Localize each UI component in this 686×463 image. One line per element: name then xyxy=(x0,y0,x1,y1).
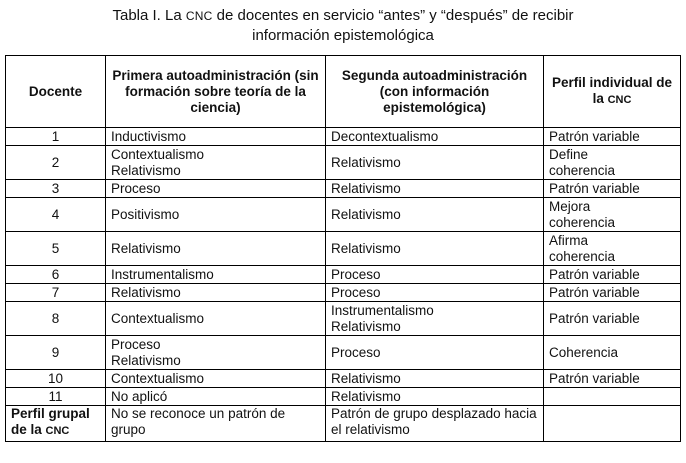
table-caption xyxy=(0,6,686,50)
cell-line: coherencia xyxy=(549,248,616,264)
cell-docente: 9 xyxy=(6,336,106,370)
footer-primera: No se reconoce un patrón de grupo xyxy=(106,406,326,442)
table-footer-row xyxy=(6,406,681,442)
cell-line: Relativismo xyxy=(331,206,401,222)
cell-docente: 8 xyxy=(6,302,106,336)
cell-line: Patrón variable xyxy=(549,370,640,386)
cell-line: Relativismo xyxy=(331,240,401,256)
cell-primera xyxy=(106,370,326,388)
caption-text-pre: Tabla I. La xyxy=(112,7,186,24)
cell-line: No aplicó xyxy=(111,388,168,404)
cell-perfil xyxy=(544,336,681,370)
cell-docente: 1 xyxy=(6,128,106,146)
footer-label-acronym: CNC xyxy=(45,425,70,437)
cell-line: Contextualismo xyxy=(111,310,205,326)
header-primera: Primera autoadministración (sin formación sobre teoría de la ciencia) xyxy=(106,56,326,128)
cell-line: Proceso xyxy=(331,266,381,282)
caption-acronym: CNC xyxy=(185,9,213,23)
cell-line: Patrón variable xyxy=(549,128,640,144)
table-row xyxy=(6,198,681,232)
cell-line: coherencia xyxy=(549,214,616,230)
cell-primera xyxy=(106,146,326,180)
cell-perfil xyxy=(544,370,681,388)
cell-primera xyxy=(106,336,326,370)
cell-line: Proceso xyxy=(111,336,161,352)
cell-line: Define xyxy=(549,146,589,162)
cell-line: Instrumentalismo xyxy=(331,302,434,318)
cell-segunda xyxy=(326,180,544,198)
cell-line: Contextualismo xyxy=(111,370,205,386)
cell-primera xyxy=(106,388,326,406)
cell-docente: 11 xyxy=(6,388,106,406)
cell-line: Decontextualismo xyxy=(331,128,439,144)
cell-line: Patrón variable xyxy=(549,310,640,326)
cell-line: Instrumentalismo xyxy=(111,266,214,282)
cell-segunda xyxy=(326,198,544,232)
header-perfil xyxy=(544,56,681,128)
cell-line: Patrón variable xyxy=(549,180,640,196)
cell-line: Relativismo xyxy=(331,370,401,386)
cell-primera xyxy=(106,266,326,284)
cell-line: Contextualismo xyxy=(111,146,205,162)
footer-segunda: Patrón de grupo desplazado hacia el relativismo xyxy=(326,406,544,442)
cell-perfil xyxy=(544,146,681,180)
cell-line: Proceso xyxy=(331,344,381,360)
cell-line: Proceso xyxy=(331,284,381,300)
cell-primera xyxy=(106,198,326,232)
caption-text-post: de docentes en servicio “antes” y “después” de recibir xyxy=(212,7,574,24)
cell-perfil xyxy=(544,302,681,336)
cell-segunda xyxy=(326,128,544,146)
table-row xyxy=(6,232,681,266)
cell-segunda xyxy=(326,284,544,302)
cell-line: Positivismo xyxy=(111,206,180,222)
footer-label-text: Perfil grupal de la xyxy=(11,406,90,437)
cell-primera xyxy=(106,128,326,146)
cell-docente: 3 xyxy=(6,180,106,198)
cell-line: Relativismo xyxy=(111,240,181,256)
cell-segunda xyxy=(326,232,544,266)
cell-line: Proceso xyxy=(111,180,161,196)
cell-primera xyxy=(106,284,326,302)
header-segunda: Segunda autoadministración (con información epistemológica) xyxy=(326,56,544,128)
cell-segunda xyxy=(326,302,544,336)
cell-docente: 5 xyxy=(6,232,106,266)
cell-perfil xyxy=(544,284,681,302)
cell-primera xyxy=(106,302,326,336)
header-perfil-acronym: CNC xyxy=(607,94,632,106)
cell-perfil xyxy=(544,388,681,406)
table-header-row xyxy=(6,56,681,128)
cell-docente: 7 xyxy=(6,284,106,302)
header-docente: Docente xyxy=(6,56,106,128)
cell-line: Patrón variable xyxy=(549,266,640,282)
table-body xyxy=(6,128,681,406)
cell-segunda xyxy=(326,146,544,180)
cell-line: Coherencia xyxy=(549,344,619,360)
table-row xyxy=(6,284,681,302)
cell-primera xyxy=(106,232,326,266)
cell-line: Patrón variable xyxy=(549,284,640,300)
cell-line: Relativismo xyxy=(331,154,401,170)
cell-segunda xyxy=(326,336,544,370)
cell-perfil xyxy=(544,180,681,198)
cell-line: Relativismo xyxy=(111,284,181,300)
cell-docente: 6 xyxy=(6,266,106,284)
cell-line: Relativismo xyxy=(111,162,181,178)
cell-perfil xyxy=(544,128,681,146)
table-row xyxy=(6,388,681,406)
cell-line: Relativismo xyxy=(331,318,401,334)
cell-docente: 10 xyxy=(6,370,106,388)
cell-segunda xyxy=(326,266,544,284)
cell-line: Relativismo xyxy=(331,388,401,404)
cell-line: Relativismo xyxy=(331,180,401,196)
cell-segunda xyxy=(326,370,544,388)
cell-perfil xyxy=(544,198,681,232)
cell-perfil xyxy=(544,266,681,284)
data-table xyxy=(5,55,681,442)
table-row xyxy=(6,302,681,336)
cell-line: Mejora xyxy=(549,198,591,214)
cell-line: Inductivismo xyxy=(111,128,187,144)
cell-line: coherencia xyxy=(549,162,616,178)
cell-primera xyxy=(106,180,326,198)
table-row xyxy=(6,128,681,146)
footer-perfil xyxy=(544,406,681,442)
cell-perfil xyxy=(544,232,681,266)
cell-docente: 4 xyxy=(6,198,106,232)
cell-segunda xyxy=(326,388,544,406)
caption-line-1 xyxy=(0,6,686,26)
caption-line-2: información epistemológica xyxy=(252,27,434,44)
table-row xyxy=(6,180,681,198)
cell-docente: 2 xyxy=(6,146,106,180)
footer-label xyxy=(6,406,106,442)
table-row xyxy=(6,146,681,180)
table-row xyxy=(6,266,681,284)
table-row xyxy=(6,370,681,388)
table-row xyxy=(6,336,681,370)
cell-line: Relativismo xyxy=(111,352,181,368)
cell-line: Afirma xyxy=(549,232,589,248)
header-perfil-text: Perfil individual de la xyxy=(551,75,673,106)
